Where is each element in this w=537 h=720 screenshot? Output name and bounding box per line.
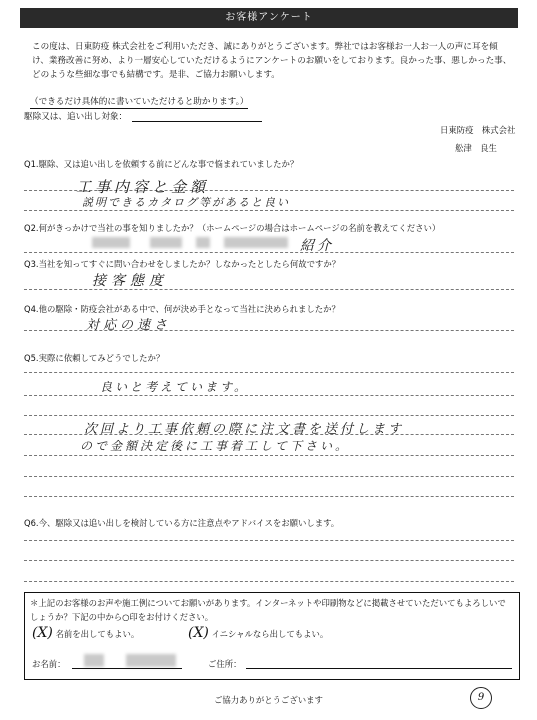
option-label: イニシャルなら出してもよい。 [211, 629, 329, 639]
thanks-text: ご協力ありがとうございます [214, 695, 323, 705]
survey-title: お客様アンケート [20, 8, 518, 28]
intro-note: （できるだけ具体的に書いていただけると助かります。） [30, 97, 249, 107]
address-label: ご住所： [208, 659, 242, 669]
answer-line [24, 252, 514, 253]
redacted-text [150, 237, 182, 248]
answer-line [24, 581, 514, 582]
handwritten-answer: 接客態度 [92, 273, 168, 289]
question-5: Q5.実際に依頼してみどうでしたか？ [24, 353, 165, 363]
redacted-text [224, 237, 288, 248]
question-4: Q4.他の駆除・防疫会社がある中で、何が決め手となって当社に決められましたか？ [24, 304, 340, 314]
handwritten-answer: 工事内容と金額 [76, 178, 210, 196]
intro-text: この度は、日東防疫 株式会社をご利用いただき、誠にありがとうございます。弊社ではお客様お一人お一人の声に耳を傾け、業務改善に努め、より一層安心していただけるようにアンケートのお願いをしております。良かった事、悪しかった事、どのような些細な事でも結構です。是非、ご協力お願いします。 [32, 42, 512, 80]
option-mark: (X) [32, 625, 53, 641]
target-line [132, 121, 262, 122]
option-initials[interactable] [188, 625, 328, 641]
question-3: Q3.当社を知ってすぐに問い合わせをしましたか？しなかったとしたら何故ですか？ [24, 259, 341, 269]
name-label: お名前： [32, 659, 66, 669]
redacted-name [126, 654, 176, 667]
company-name: 日東防疫 株式会社 [440, 125, 516, 135]
question-1: Q1.駆除、又は追い出しを依頼する前にどんな事で悩まれていましたか？ [24, 159, 299, 169]
signer-name: 舩津 良生 [455, 143, 497, 153]
question-6: Q6.今、駆除又は追い出しを検討している方に注意点やアドバイスをお願いします。 [24, 518, 340, 528]
option-label: 名前を出してもよい。 [55, 629, 140, 639]
page-number: 9 [470, 687, 492, 709]
handwritten-answer: 説明できるカタログ等があると良い [82, 196, 290, 209]
option-name[interactable] [32, 625, 139, 641]
handwritten-answer: 対応の速さ [86, 318, 172, 333]
target-label: 駆除又は、追い出し対象： [24, 112, 128, 122]
address-line [246, 668, 512, 669]
handwritten-answer: 良いと考えています。 [100, 380, 250, 394]
handwritten-answer: ので金額決定後に工事着工して下さい。 [80, 439, 351, 453]
answer-line [24, 330, 514, 331]
answer-line [24, 372, 514, 373]
question-2: Q2.何がきっかけで当社の事を知りましたか？（ホームページの場合はホームページの名前を教えてください） [24, 223, 441, 233]
answer-line [24, 210, 514, 211]
answer-line [24, 496, 514, 497]
answer-line [24, 455, 514, 456]
answer-line [24, 560, 514, 561]
handwritten-answer: 紹介 [300, 238, 334, 254]
handwritten-answer: 次回より工事依頼の際に注文書を送付します [84, 422, 405, 437]
answer-line [24, 476, 514, 477]
redacted-text [92, 237, 130, 248]
name-line [72, 668, 182, 669]
option-mark: (X) [188, 625, 209, 641]
redacted-text [196, 237, 210, 248]
answer-line [24, 415, 514, 416]
answer-line [24, 289, 514, 290]
consent-text: ＊上記のお客様のお声や施工例についてお願いがあります。インターネットや印刷物などに掲載させていただいてもよろしいでしょうか？下記の中から○印をお付けください。 [30, 598, 506, 622]
redacted-name [84, 654, 104, 667]
answer-line [24, 395, 514, 396]
answer-line [24, 540, 514, 541]
